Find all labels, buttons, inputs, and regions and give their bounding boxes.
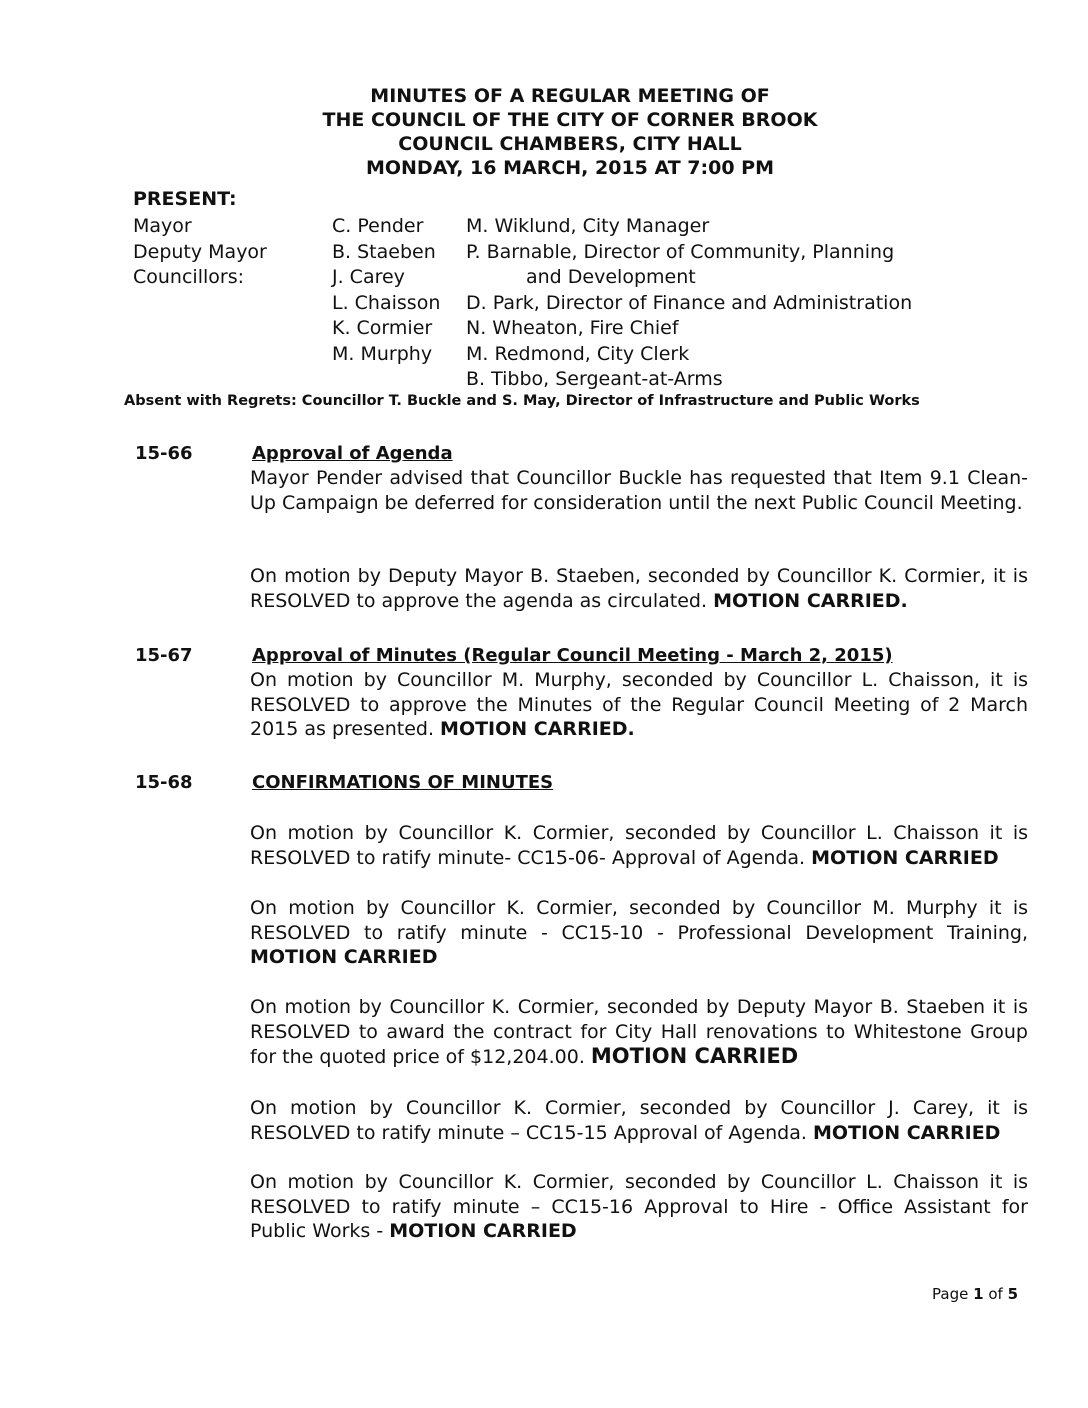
staff-member: N. Wheaton, Fire Chief: [466, 317, 679, 339]
total-pages: 5: [1007, 1285, 1018, 1303]
motion-result: MOTION CARRIED: [811, 846, 999, 869]
attendee-name: B. Staeben: [332, 240, 436, 263]
role-mayor: Mayor: [133, 215, 192, 237]
role-deputy-mayor: Deputy Mayor: [133, 240, 267, 263]
item-number: 15-68: [135, 772, 193, 793]
motion-paragraph: [250, 1170, 1028, 1244]
motion-text: On motion by Councillor K. Cormier, seconded by Deputy Mayor B. Staeben it is RESOLVED to award the contract for City Hall renovations to Whitestone Group for the quoted price of $12,204.00.: [250, 996, 1028, 1068]
staff-member: B. Tibbo, Sergeant-at-Arms: [466, 368, 723, 390]
title-line-4: MONDAY, 16 MARCH, 2015 AT 7:00 PM: [365, 157, 775, 179]
motion-paragraph: [250, 821, 1028, 870]
attendee-name: L. Chaisson: [332, 291, 441, 314]
motion-text: On motion by Councillor K. Cormier, seconded by Councillor M. Murphy it is RESOLVED to ratify minute - CC15-10 - Professional Development Training,: [250, 897, 1028, 944]
motion-result: MOTION CARRIED.: [440, 718, 635, 740]
motion-text: On motion by Deputy Mayor B. Staeben, seconded by Councillor K. Cormier, it is RESOLVED to approve the agenda as circulated.: [250, 565, 1028, 612]
document-title: [0, 84, 1088, 180]
staff-member: M. Wiklund, City Manager: [466, 215, 710, 237]
attendee-name: C. Pender: [332, 215, 424, 237]
item-number: 15-66: [135, 443, 193, 464]
absent-with-regrets: Absent with Regrets: Councillor T. Buckle and S. May, Director of Infrastructure and Public Works: [124, 393, 920, 409]
present-label: PRESENT:: [133, 188, 237, 210]
staff-member-continued: and Development: [526, 266, 696, 288]
staff-member: M. Redmond, City Clerk: [466, 342, 690, 365]
title-line-1: MINUTES OF A REGULAR MEETING OF: [370, 85, 770, 107]
item-number: 15-67: [135, 645, 193, 666]
title-line-3: COUNCIL CHAMBERS, CITY HALL: [398, 133, 742, 155]
motion-result: MOTION CARRIED.: [713, 589, 908, 612]
attendee-name: J. Carey: [332, 266, 405, 288]
motion-paragraph: [250, 995, 1028, 1070]
item-paragraph: Mayor Pender advised that Councillor Buckle has requested that Item 9.1 Clean-Up Campaign be deferred for consideration until the next Public Council Meeting.: [250, 467, 1028, 514]
staff-present: [466, 214, 912, 393]
page-number: [932, 1285, 1018, 1303]
staff-member: P. Barnable, Director of Community, Planning: [466, 240, 895, 263]
staff-member: D. Park, Director of Finance and Administration: [466, 291, 913, 314]
item-heading: Approval of Minutes (Regular Council Meeting - March 2, 2015): [252, 645, 893, 666]
current-page: 1: [973, 1285, 984, 1303]
item-heading: CONFIRMATIONS OF MINUTES: [252, 772, 554, 793]
item-heading: Approval of Agenda: [252, 443, 453, 464]
motion-result: MOTION CARRIED: [250, 946, 438, 968]
role-councillors: Councillors:: [133, 266, 244, 288]
page-of: of: [983, 1285, 1008, 1303]
motion-text: On motion by Councillor K. Cormier, seconded by Councillor J. Carey, it is RESOLVED to ratify minute – CC15-15 Approval of Agenda.: [250, 1097, 1028, 1144]
attendee-name: K. Cormier: [332, 317, 433, 339]
motion-text: On motion by Councillor K. Cormier, seconded by Councillor L. Chaisson it is RESOLVED to ratify minute – CC15-16 Approval to Hire - Office Assistant for Public Works -: [250, 1171, 1028, 1242]
attendee-name: M. Murphy: [332, 342, 433, 365]
motion-paragraph: [250, 564, 1028, 613]
motion-text: On motion by Councillor K. Cormier, seconded by Councillor L. Chaisson it is RESOLVED to ratify minute- CC15-06- Approval of Agenda.: [250, 822, 1028, 869]
page-prefix: Page: [932, 1285, 974, 1303]
motion-result: MOTION CARRIED: [812, 1121, 1001, 1144]
attendee-names: [332, 214, 440, 367]
motion-result: MOTION CARRIED: [590, 1044, 799, 1068]
motion-paragraph: [250, 668, 1028, 742]
attendee-roles: [133, 214, 267, 291]
motion-paragraph: [250, 896, 1028, 970]
title-line-2: THE COUNCIL OF THE CITY OF CORNER BROOK: [322, 109, 818, 131]
motion-result: MOTION CARRIED: [389, 1220, 577, 1242]
motion-text: On motion by Councillor M. Murphy, seconded by Councillor L. Chaisson, it is RESOLVED to approve the Minutes of the Regular Council Meeting of 2 March 2015 as presented.: [250, 669, 1028, 740]
motion-paragraph: [250, 1096, 1028, 1145]
